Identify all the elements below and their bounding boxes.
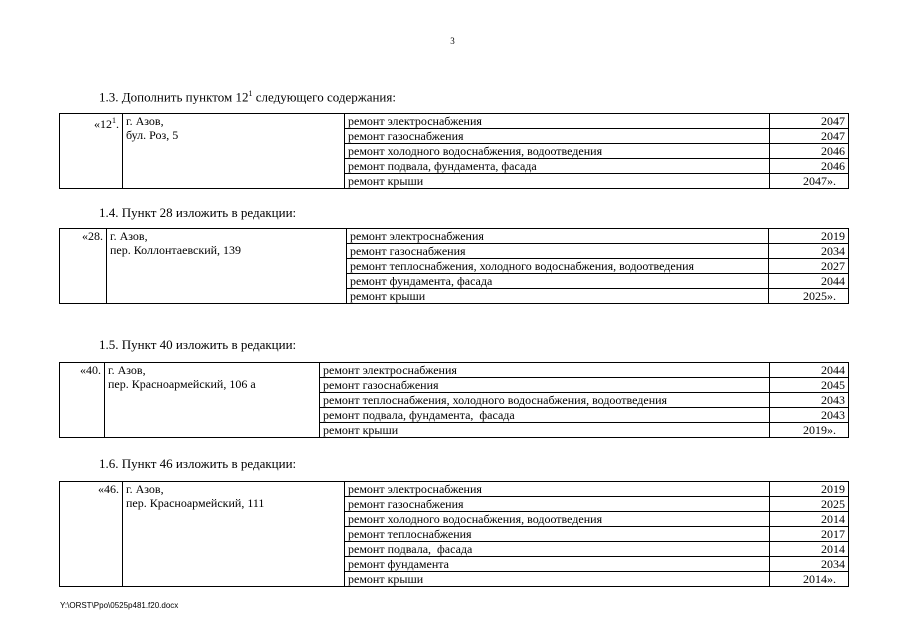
- repair-schedule-table: [59, 228, 849, 304]
- year-cell: 2045: [770, 378, 849, 393]
- year-cell: 2019».: [770, 423, 849, 438]
- year-cell: 2014: [770, 512, 849, 527]
- table-row: [60, 229, 849, 244]
- item-number: «46.: [60, 482, 123, 587]
- year-cell: 2046: [770, 159, 849, 174]
- work-type: ремонт газоснабжения: [320, 378, 770, 393]
- table-row: [60, 482, 849, 497]
- work-type: ремонт электроснабжения: [347, 229, 769, 244]
- work-type: ремонт электроснабжения: [345, 114, 770, 129]
- file-path-footer: Y:\ORST\Ppo\0525p481.f20.docx: [60, 601, 179, 610]
- work-type: ремонт теплоснабжения, холодного водоснабжения, водоотведения: [320, 393, 770, 408]
- table-row: [60, 114, 849, 129]
- year-cell: 2027: [769, 259, 849, 274]
- work-type: ремонт фундамента: [345, 557, 770, 572]
- year-cell: 2044: [769, 274, 849, 289]
- year-cell: 2047».: [770, 174, 849, 189]
- repair-schedule-table: [59, 481, 849, 587]
- table-row: [60, 363, 849, 378]
- year-cell: 2014».: [770, 572, 849, 587]
- year-cell: 2047: [770, 129, 849, 144]
- item-number: «28.: [60, 229, 107, 304]
- section-heading: 1.5. Пункт 40 изложить в редакции:: [99, 337, 297, 352]
- work-type: ремонт теплоснабжения: [345, 527, 770, 542]
- repair-schedule-table: [59, 362, 849, 438]
- work-type: ремонт крыши: [345, 572, 770, 587]
- year-cell: 2025: [770, 497, 849, 512]
- work-type: ремонт теплоснабжения, холодного водоснабжения, водоотведения: [347, 259, 769, 274]
- year-cell: 2019: [769, 229, 849, 244]
- section-heading: 1.6. Пункт 46 изложить в редакции:: [99, 456, 297, 471]
- year-cell: 2034: [769, 244, 849, 259]
- year-cell: 2034: [770, 557, 849, 572]
- work-type: ремонт газоснабжения: [347, 244, 769, 259]
- work-type: ремонт фундамента, фасада: [347, 274, 769, 289]
- work-type: ремонт холодного водоснабжения, водоотведения: [345, 144, 770, 159]
- page-number: 3: [450, 36, 455, 46]
- address-cell: г. Азов, бул. Роз, 5: [123, 114, 345, 189]
- work-type: ремонт подвала, фундамента, фасада: [320, 408, 770, 423]
- work-type: ремонт газоснабжения: [345, 497, 770, 512]
- year-cell: 2043: [770, 393, 849, 408]
- repair-schedule-table: [59, 113, 849, 189]
- address-cell: г. Азов, пер. Коллонтаевский, 139: [107, 229, 347, 304]
- address-cell: г. Азов, пер. Красноармейский, 111: [123, 482, 345, 587]
- year-cell: 2046: [770, 144, 849, 159]
- year-cell: 2017: [770, 527, 849, 542]
- work-type: ремонт холодного водоснабжения, водоотведения: [345, 512, 770, 527]
- item-number: «$12^1$.: [60, 114, 123, 189]
- address-cell: г. Азов, пер. Красноармейский, 106 а: [105, 363, 320, 438]
- year-cell: 2044: [770, 363, 849, 378]
- work-type: ремонт крыши: [320, 423, 770, 438]
- work-type: ремонт подвала, фундамента, фасада: [345, 159, 770, 174]
- work-type: ремонт электроснабжения: [320, 363, 770, 378]
- work-type: ремонт газоснабжения: [345, 129, 770, 144]
- year-cell: 2019: [770, 482, 849, 497]
- year-cell: 2014: [770, 542, 849, 557]
- work-type: ремонт подвала, фасада: [345, 542, 770, 557]
- year-cell: 2025».: [769, 289, 849, 304]
- item-number: «40.: [60, 363, 105, 438]
- year-cell: 2043: [770, 408, 849, 423]
- year-cell: 2047: [770, 114, 849, 129]
- work-type: ремонт крыши: [345, 174, 770, 189]
- section-heading: 1.3. Дополнить пунктом $12^1$ следующего содержания:: [99, 89, 396, 105]
- work-type: ремонт электроснабжения: [345, 482, 770, 497]
- section-heading: 1.4. Пункт 28 изложить в редакции:: [99, 205, 297, 220]
- work-type: ремонт крыши: [347, 289, 769, 304]
